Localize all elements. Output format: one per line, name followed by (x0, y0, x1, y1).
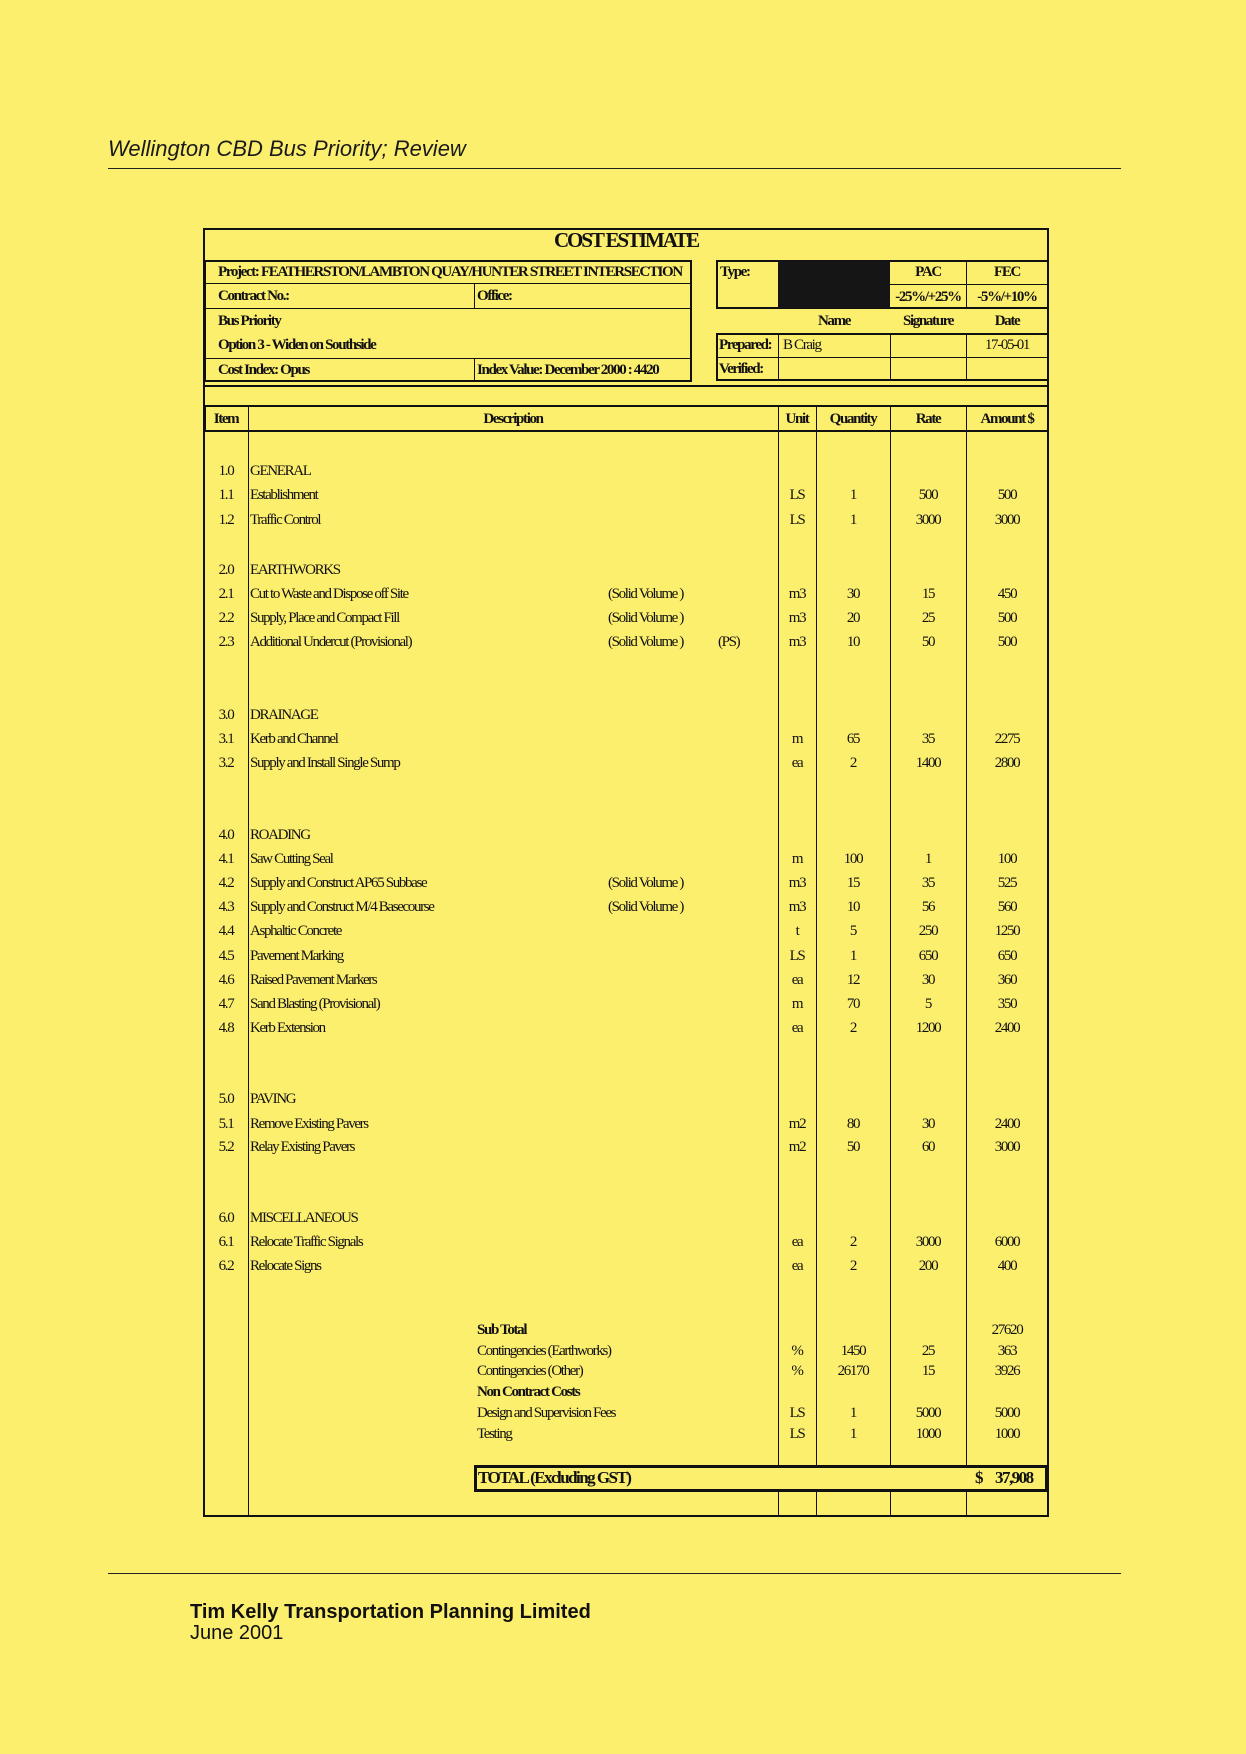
item-quantity: 20 (846, 610, 860, 626)
prepared-name: B Craig (783, 337, 821, 353)
total-label: TOTAL (Excluding GST) (478, 1468, 631, 1487)
item-number: 4.2 (218, 875, 234, 891)
item-amount: 3000 (994, 512, 1020, 528)
item-unit: LS (789, 948, 805, 964)
item-number: 4.5 (218, 948, 234, 964)
summary-label: Contingencies (Earthworks) (477, 1343, 611, 1359)
col-amount: Amount $ (980, 411, 1034, 427)
summary-unit: LS (789, 1426, 805, 1442)
item-description: Sand Blasting (Provisional) (250, 996, 380, 1012)
prepared-label: Prepared: (719, 337, 772, 353)
item-description: Kerb Extension (250, 1020, 325, 1036)
item-amount: 100 (997, 851, 1017, 867)
item-unit: m3 (788, 899, 806, 915)
item-unit: LS (789, 512, 805, 528)
item-unit: LS (789, 487, 805, 503)
pac-label: PAC (915, 264, 941, 280)
item-note: (Solid Volume ) (608, 899, 684, 915)
item-number: 4.8 (218, 1020, 234, 1036)
item-amount: 2800 (994, 755, 1020, 771)
option-name: Option 3 - Widen on Southside (218, 337, 376, 353)
item-amount: 500 (997, 487, 1017, 503)
item-amount: 500 (997, 634, 1017, 650)
item-quantity: 80 (846, 1116, 860, 1132)
item-number: 4.1 (218, 851, 234, 867)
item-unit: ea (791, 755, 803, 771)
page-header: Wellington CBD Bus Priority; Review (108, 136, 466, 161)
item-rate: 200 (918, 1258, 938, 1274)
item-quantity: 2 (849, 1020, 857, 1036)
name-header: Name (817, 313, 851, 329)
item-rate: 60 (921, 1139, 935, 1155)
item-description: EARTHWORKS (250, 562, 340, 578)
summary-rate: 25 (921, 1343, 935, 1359)
item-description: Saw Cutting Seal (250, 851, 333, 867)
verified-label: Verified: (719, 361, 763, 377)
col-item: Item (213, 411, 239, 427)
cost-index: Cost Index: Opus (218, 362, 309, 378)
item-rate: 250 (918, 923, 938, 939)
item-amount: 350 (997, 996, 1017, 1012)
item-ps: (PS) (718, 634, 740, 650)
item-amount: 650 (997, 948, 1017, 964)
item-quantity: 1 (849, 948, 857, 964)
item-rate: 1 (924, 851, 932, 867)
date-header: Date (994, 313, 1020, 329)
item-quantity: 2 (849, 1258, 857, 1274)
item-quantity: 2 (849, 755, 857, 771)
item-description: Relay Existing Pavers (250, 1139, 355, 1155)
type-redacted (778, 261, 890, 308)
item-description: Asphaltic Concrete (250, 923, 342, 939)
prepared-date: 17-05-01 (984, 337, 1030, 353)
item-number: 6.1 (218, 1234, 234, 1250)
item-number: 2.3 (218, 634, 234, 650)
total-currency: $ (975, 1468, 982, 1487)
item-description: Raised Pavement Markers (250, 972, 377, 988)
item-number: 5.2 (218, 1139, 234, 1155)
item-number: 5.1 (218, 1116, 234, 1132)
item-description: Establishment (250, 487, 318, 503)
item-amount: 1250 (994, 923, 1020, 939)
item-rate: 15 (921, 586, 935, 602)
item-amount: 560 (997, 899, 1017, 915)
item-unit: m3 (788, 610, 806, 626)
item-quantity: 70 (846, 996, 860, 1012)
item-quantity: 2 (849, 1234, 857, 1250)
item-rate: 30 (921, 1116, 935, 1132)
item-unit: ea (791, 1234, 803, 1250)
summary-quantity: 1450 (840, 1343, 866, 1359)
summary-amount: 363 (997, 1343, 1017, 1359)
item-rate: 25 (921, 610, 935, 626)
item-number: 4.4 (218, 923, 234, 939)
item-quantity: 1 (849, 487, 857, 503)
item-amount: 360 (997, 972, 1017, 988)
item-quantity: 5 (849, 923, 857, 939)
item-rate: 3000 (915, 512, 941, 528)
item-number: 3.1 (218, 731, 234, 747)
form-title: COST ESTIMATE (553, 228, 699, 252)
item-description: Relocate Traffic Signals (250, 1234, 363, 1250)
item-amount: 2400 (994, 1020, 1020, 1036)
summary-quantity: 1 (849, 1405, 857, 1421)
item-number: 6.2 (218, 1258, 234, 1274)
summary-quantity: 1 (849, 1426, 857, 1442)
item-unit: m (791, 996, 803, 1012)
summary-rate: 1000 (915, 1426, 941, 1442)
item-unit: m2 (788, 1139, 806, 1155)
item-description: PAVING (250, 1091, 296, 1107)
item-description: Supply and Install Single Sump (250, 755, 400, 771)
item-amount: 525 (997, 875, 1017, 891)
item-number: 1.2 (218, 512, 234, 528)
col-rate: Rate (915, 411, 941, 427)
item-unit: m2 (788, 1116, 806, 1132)
item-description: ROADING (250, 827, 310, 843)
item-number: 3.0 (218, 707, 234, 723)
summary-amount: 3926 (994, 1363, 1020, 1379)
item-rate: 1400 (915, 755, 941, 771)
item-unit: m3 (788, 586, 806, 602)
type-label: Type: (720, 264, 750, 280)
item-rate: 650 (918, 948, 938, 964)
item-number: 5.0 (218, 1091, 234, 1107)
item-amount: 500 (997, 610, 1017, 626)
office-label: Office: (477, 288, 512, 304)
item-number: 2.1 (218, 586, 234, 602)
footer-date: June 2001 (190, 1622, 284, 1644)
fec-range: -5%/+10% (977, 289, 1037, 305)
item-unit: t (795, 923, 799, 939)
item-number: 4.0 (218, 827, 234, 843)
item-description: Supply, Place and Compact Fill (250, 610, 399, 626)
summary-label: Sub Total (477, 1322, 527, 1338)
item-rate: 35 (921, 875, 935, 891)
summary-label: Testing (477, 1426, 512, 1442)
summary-quantity: 26170 (837, 1363, 869, 1379)
summary-label: Non Contract Costs (477, 1384, 580, 1400)
item-description: Pavement Marking (250, 948, 343, 964)
item-number: 6.0 (218, 1210, 234, 1226)
item-unit: m (791, 731, 803, 747)
item-quantity: 50 (846, 1139, 860, 1155)
summary-label: Design and Supervision Fees (477, 1405, 616, 1421)
item-note: (Solid Volume ) (608, 610, 684, 626)
item-rate: 50 (921, 634, 935, 650)
summary-rate: 15 (921, 1363, 935, 1379)
signature-header: Signature (902, 313, 954, 329)
item-number: 2.2 (218, 610, 234, 626)
item-quantity: 1 (849, 512, 857, 528)
summary-unit: LS (789, 1405, 805, 1421)
item-unit: ea (791, 1020, 803, 1036)
item-rate: 5 (924, 996, 932, 1012)
project-name: Project: FEATHERSTON/LAMBTON QUAY/HUNTER STREET INTERSECTION (218, 264, 682, 280)
item-rate: 30 (921, 972, 935, 988)
item-quantity: 65 (846, 731, 860, 747)
col-unit: Unit (785, 411, 809, 427)
item-amount: 2400 (994, 1116, 1020, 1132)
item-number: 4.3 (218, 899, 234, 915)
item-rate: 1200 (915, 1020, 941, 1036)
item-number: 1.0 (218, 463, 234, 479)
item-quantity: 15 (846, 875, 860, 891)
item-unit: m3 (788, 875, 806, 891)
item-rate: 500 (918, 487, 938, 503)
summary-rate: 5000 (915, 1405, 941, 1421)
item-unit: m3 (788, 634, 806, 650)
item-description: GENERAL (250, 463, 311, 479)
item-description: Supply and Construct M/4 Basecourse (250, 899, 434, 915)
item-description: Kerb and Channel (250, 731, 338, 747)
item-amount: 3000 (994, 1139, 1020, 1155)
item-number: 4.6 (218, 972, 234, 988)
fec-label: FEC (994, 264, 1020, 280)
index-value: Index Value: December 2000 : 4420 (477, 362, 659, 378)
summary-amount: 27620 (991, 1322, 1023, 1338)
item-amount: 6000 (994, 1234, 1020, 1250)
item-description: Relocate Signs (250, 1258, 321, 1274)
header-rule (108, 168, 1121, 169)
item-description: MISCELLANEOUS (250, 1210, 358, 1226)
item-quantity: 100 (843, 851, 863, 867)
contract-no-label: Contract No.: (218, 288, 289, 304)
item-note: (Solid Volume ) (608, 875, 684, 891)
item-description: DRAINAGE (250, 707, 318, 723)
summary-amount: 1000 (994, 1426, 1020, 1442)
footer-company: Tim Kelly Transportation Planning Limited (190, 1601, 591, 1623)
item-quantity: 10 (846, 634, 860, 650)
item-description: Remove Existing Pavers (250, 1116, 368, 1132)
summary-unit: % (791, 1363, 803, 1379)
item-number: 1.1 (218, 487, 234, 503)
item-rate: 3000 (915, 1234, 941, 1250)
item-description: Traffic Control (250, 512, 321, 528)
total-value: 37,908 (995, 1468, 1033, 1487)
pac-range: -25%/+25% (895, 289, 961, 305)
item-description: Cut to Waste and Dispose off Site (250, 586, 408, 602)
item-rate: 56 (921, 899, 935, 915)
summary-unit: % (791, 1343, 803, 1359)
item-note: (Solid Volume ) (608, 634, 684, 650)
item-number: 2.0 (218, 562, 234, 578)
col-description: Description (483, 411, 543, 427)
item-amount: 2275 (994, 731, 1020, 747)
item-number: 3.2 (218, 755, 234, 771)
scheme-name: Bus Priority (218, 313, 281, 329)
item-rate: 35 (921, 731, 935, 747)
item-quantity: 12 (846, 972, 860, 988)
col-quantity: Quantity (829, 411, 877, 427)
item-description: Supply and Construct AP65 Subbase (250, 875, 427, 891)
item-description: Additional Undercut (Provisional) (250, 634, 412, 650)
item-amount: 450 (997, 586, 1017, 602)
item-unit: ea (791, 1258, 803, 1274)
item-quantity: 30 (846, 586, 860, 602)
item-unit: ea (791, 972, 803, 988)
item-quantity: 10 (846, 899, 860, 915)
footer-rule (108, 1573, 1121, 1574)
item-number: 4.7 (218, 996, 234, 1012)
item-amount: 400 (997, 1258, 1017, 1274)
summary-amount: 5000 (994, 1405, 1020, 1421)
item-note: (Solid Volume ) (608, 586, 684, 602)
summary-label: Contingencies (Other) (477, 1363, 583, 1379)
item-unit: m (791, 851, 803, 867)
